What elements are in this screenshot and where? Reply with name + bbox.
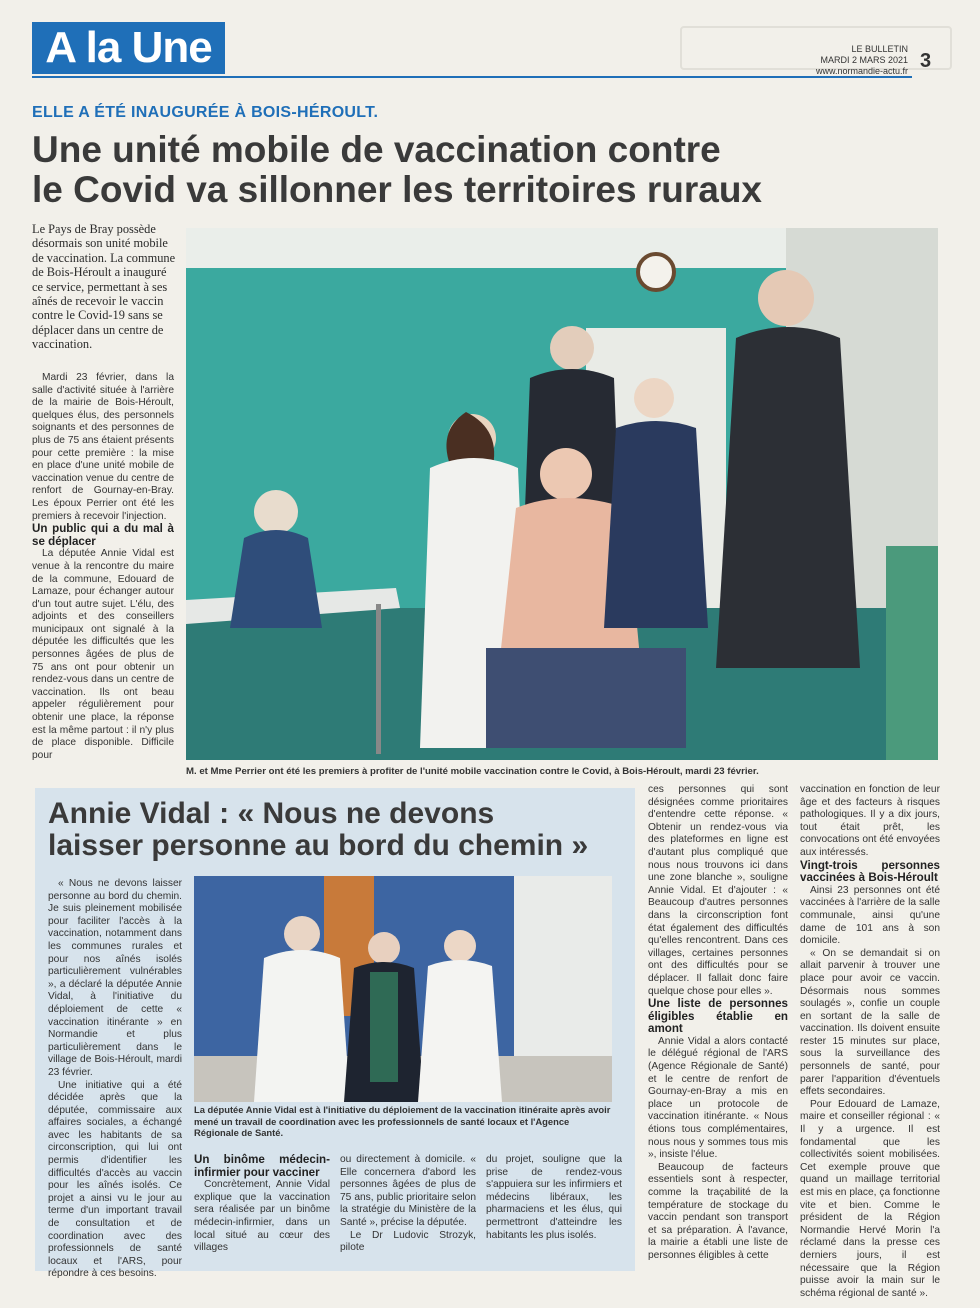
- vaccination-scene-illustration: [186, 228, 938, 760]
- paragraph: Pour Edouard de Lamaze, maire et conseiller régional : « Il y a urgence. Il est fondamental que les collectivités soient mobilisées. Cet exemple prouve que quand un maillage territorial est mis en place, ça fonctionne vite et bien. Comme le président de la Région Normandie Hervé Morin l'a réclamé dans la presse ces derniers jours, il est nécessaire que la Région puisse avoir la main sur le schéma régional de santé ».: [800, 1098, 940, 1299]
- paragraph: Le Dr Ludovic Strozyk, pilote: [340, 1229, 476, 1254]
- paragraph: Concrètement, Annie Vidal explique que la vaccination sera réalisée par un binôme médecin-infirmier, dans un local situé au cœur des villages: [194, 1179, 330, 1254]
- paragraph: ces personnes qui sont désignées comme prioritaires d'entendre cette réponse. « Obtenir un rendez-vous via des plateformes en ligne est d'autant plus compliqué que nous nous trouvons ici dans une zone blanche », souligne Annie Vidal. Et d'ajouter : « Beaucoup d'autres personnes dans la circonscription font état également des difficultés qu'elles rencontrent. Dans ces villages, certaines personnes ont des difficultés pour se déplacer. Il fallait donc faire quelque chose pour elles ».: [648, 784, 788, 997]
- paragraph: Annie Vidal a alors contacté le délégué régional de l'ARS (Agence Régionale de Santé) et le centre de renfort de Gournay-en-Bray a mis en place un protocole de vaccination itinérante. « Nous étions tous complémentaires, nous nous y sommes tous mis », insiste l'élue.: [648, 1035, 788, 1161]
- box-title-line-2: laisser personne au bord du chemin »: [48, 829, 589, 862]
- box-column-1: [48, 878, 182, 1281]
- publication-date: MARDI 2 MARS 2021: [820, 55, 908, 65]
- headline-line-1: Une unité mobile de vaccination contre: [32, 129, 721, 170]
- article-column-right-2: [800, 784, 940, 1300]
- page-number: 3: [920, 50, 932, 72]
- box-title: [48, 798, 628, 862]
- paragraph: « Nous ne devons laisser personne au bord du chemin. Je suis pleinement mobilisée pour faciliter l'accès à la vaccination, notamment dans les communes rurales et pour nos aînés isolés particulièrement vulnérables », a déclaré la députée Annie Vidal, à l'initiative du déploiement de cette « vaccination itinérante » en Normandie et plus particulièrement dans le village de Bois-Héroult, mardi 23 février.: [48, 878, 182, 1078]
- article-headline: [32, 130, 912, 210]
- paragraph: Beaucoup de facteurs essentiels sont à respecter, comme la traçabilité de la température de stockage du vaccin pendant son transport et sa préparation. À l'avance, la mairie a établi une liste de personnes éligibles à cette: [648, 1161, 788, 1261]
- publication-website[interactable]: www.normandie-actu.fr: [815, 66, 908, 76]
- box-column-4: [486, 1154, 622, 1242]
- main-photo: [186, 228, 938, 760]
- article-column-1: [32, 372, 174, 762]
- box-photo: [194, 876, 612, 1102]
- article-lead: Le Pays de Bray possède désormais son unité mobile de vaccination. La commune de Bois-Héroult a inauguré ce service, permettant à ses aînés de recevoir le vaccin contre le Covid-19 sans se déplacer dans un centre de vaccination.: [32, 222, 176, 352]
- main-photo-caption: M. et Mme Perrier ont été les premiers à profiter de l'unité mobile vaccination contre le Covid, à Bois-Héroult, mardi 23 février.: [186, 766, 759, 777]
- paragraph: Ainsi 23 personnes ont été vaccinées à l'arrière de la salle communale, ainsi qu'une dame de 101 ans à son domicile.: [800, 884, 940, 947]
- article-kicker: ELLE A ÉTÉ INAUGURÉE À BOIS-HÉROULT.: [32, 104, 379, 121]
- subheading: Vingt-trois personnes vaccinées à Bois-Héroult: [800, 858, 940, 885]
- publication-name: LE BULLETIN: [851, 44, 908, 54]
- paragraph: du projet, souligne que la prise de rendez-vous s'appuiera sur les infirmiers et médecins libéraux, les pharmaciens et les élus, qui permettront d'atteindre les habitants les plus isolés.: [486, 1154, 622, 1241]
- box-photo-caption: La députée Annie Vidal est à l'initiative du déploiement de la vaccination itinéraite après avoir mené un travail de coordination avec les professionnels de santé locaux et l'Agence Régionale de Santé.: [194, 1104, 611, 1139]
- article-column-right-1: [648, 784, 788, 1263]
- paragraph: ou directement à domicile. « Elle concernera d'abord les personnes âgées de plus de 75 ans, public prioritaire selon la stratégie du Ministère de la Santé », précise la députée.: [340, 1154, 476, 1228]
- section-rubric: A la Une: [32, 22, 225, 74]
- three-people-illustration: [194, 876, 612, 1102]
- paragraph: « On se demandait si on allait parvenir à trouver une place pour avoir ce vaccin. Désormais nous sommes soulagés », confie un couple en sortant de la salle de vaccination. Ils doivent ensuite rester 15 minutes sur place, sous la surveillance des personnels de santé, pour parer l'apparition d'éventuels effets secondaires.: [800, 947, 940, 1098]
- subheading: Un public qui a du mal à se déplacer: [32, 522, 174, 548]
- box-column-2: [194, 1154, 330, 1255]
- paragraph: La députée Annie Vidal est venue à la rencontre du maire de la commune, Edouard de Lamaze, pour échanger autour d'un tout autre sujet. L'élu, des adjoints et des conseillers municipaux ont signalé à la députée les difficultés que les personnes âgées de plus de 75 ans ont pour obtenir un rendez-vous dans un centre de vaccination. Ils ont beau appeler régulièrement pour obtenir une place, la réponse est la même partout : il n'y plus de place disponible. Difficile pour: [32, 548, 174, 761]
- subheading: Une liste de personnes éligibles établie en amont: [648, 997, 788, 1036]
- paragraph: vaccination en fonction de leur âge et des facteurs à risques pathologiques. Il y a dix jours, tout était prêt, les convocations ont été envoyées aux intéressés.: [800, 784, 940, 858]
- headline-line-2: le Covid va sillonner les territoires ruraux: [32, 169, 762, 210]
- paragraph: Une initiative qui a été décidée après que la députée, commissaire aux affaires sociales, a échangé avec les habitants de sa circonscription, qui lui ont permis d'identifier les difficultés d'accès au vaccin pour les aînés isolés. Ce projet a ainsi vu le jour au terme d'un important travail de consultation et de coordination avec des professionnels de santé locaux et l'ARS, pour répondre à ces besoins.: [48, 1079, 182, 1280]
- box-column-3: [340, 1154, 476, 1255]
- box-title-line-1: Annie Vidal : « Nous ne devons: [48, 797, 495, 830]
- paragraph: Mardi 23 février, dans la salle d'activité située à l'arrière de la mairie de Bois-Héroult, quelques élus, des personnels soignants et des personnes de plus de 75 ans étaient présents pour cette première : la mise en place d'une unité mobile de vaccination venue du centre de renfort de Gournay-en-Bray. Les époux Perrier ont été les premiers à recevoir l'injection.: [32, 372, 174, 522]
- subheading: Un binôme médecin-infirmier pour vacciner: [194, 1153, 330, 1179]
- publication-info: [760, 44, 908, 77]
